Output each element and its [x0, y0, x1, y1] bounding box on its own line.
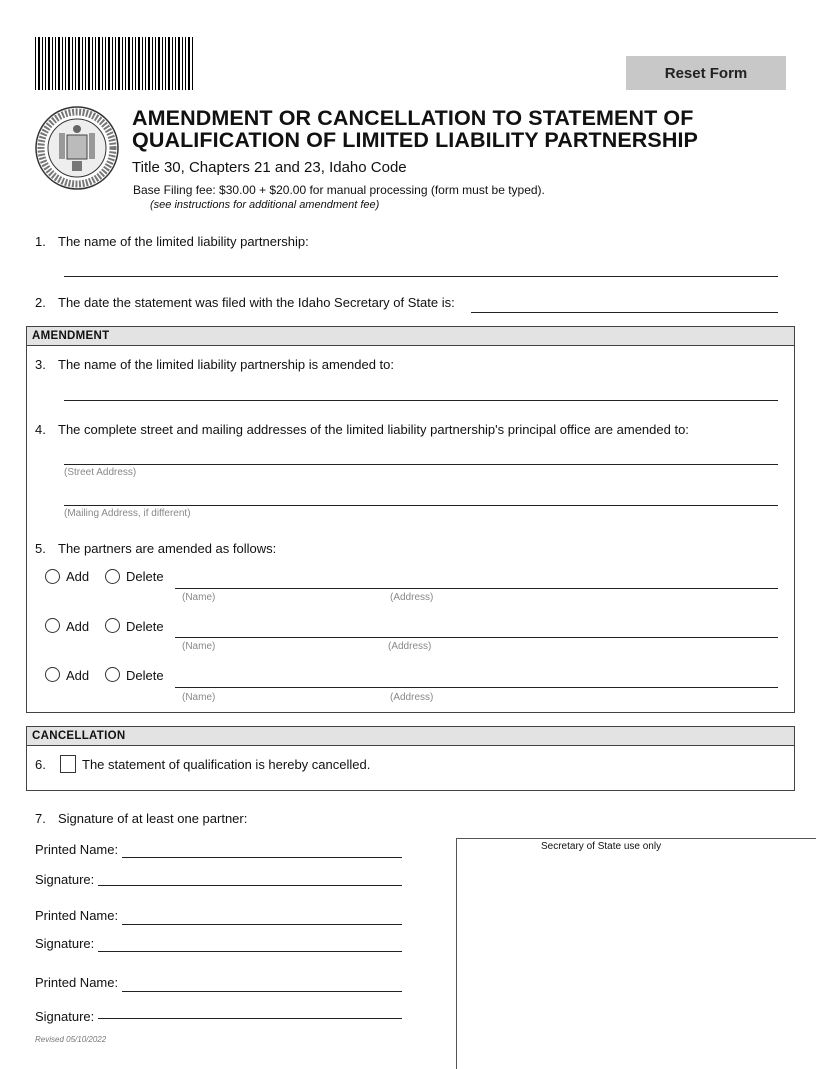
q6-number: 6.	[35, 757, 46, 772]
form-subtitle: Title 30, Chapters 21 and 23, Idaho Code	[132, 159, 407, 176]
barcode-bar	[128, 37, 130, 90]
barcode-bar	[188, 37, 190, 90]
q6-label: The statement of qualification is hereby cancelled.	[82, 757, 371, 772]
partner-3-address-label: (Address)	[390, 692, 434, 703]
printed-name-label-2: Printed Name:	[35, 908, 119, 923]
partner-1-delete-label: Delete	[126, 569, 164, 584]
barcode-bar	[175, 37, 176, 90]
amendment-heading: AMENDMENT	[27, 327, 794, 346]
barcode	[35, 37, 195, 90]
partner-3-delete-radio[interactable]	[105, 667, 120, 682]
barcode-bar	[98, 37, 100, 90]
partner-3-add-radio[interactable]	[45, 667, 60, 682]
barcode-bar	[58, 37, 60, 90]
barcode-bar	[122, 37, 123, 90]
q1-label: The name of the limited liability partnership:	[58, 234, 309, 249]
barcode-bar	[168, 37, 170, 90]
form-title-line2: QUALIFICATION OF LIMITED LIABILITY PARTNERSHIP	[132, 128, 698, 152]
q5-label: The partners are amended as follows:	[58, 541, 277, 556]
partner-3-name-label: (Name)	[182, 692, 216, 703]
barcode-bar	[88, 37, 90, 90]
partner-3-delete-label: Delete	[126, 668, 164, 683]
q5-number: 5.	[35, 541, 46, 556]
barcode-bar	[142, 37, 143, 90]
partner-1-delete-radio[interactable]	[105, 569, 120, 584]
partner-2-delete-radio[interactable]	[105, 618, 120, 633]
barcode-bar	[185, 37, 186, 90]
reset-form-button[interactable]: Reset Form	[626, 56, 786, 90]
printed-name-label-3: Printed Name:	[35, 975, 119, 990]
barcode-bar	[102, 37, 103, 90]
filing-fee: Base Filing fee: $30.00 + $20.00 for manual processing (form must be typed).	[133, 183, 545, 197]
partner-1-field[interactable]	[175, 588, 778, 589]
printed-name-label-1: Printed Name:	[35, 842, 119, 857]
barcode-bar	[85, 37, 86, 90]
q7-label: Signature of at least one partner:	[58, 811, 248, 826]
barcode-bar	[192, 37, 193, 90]
amended-name-field[interactable]	[64, 400, 778, 401]
partner-1-address-label: (Address)	[390, 592, 434, 603]
barcode-bar	[145, 37, 146, 90]
office-use-box	[456, 838, 816, 1069]
barcode-bar	[118, 37, 120, 90]
signature-field-1[interactable]	[98, 885, 402, 886]
barcode-bar	[62, 37, 63, 90]
printed-name-field-2[interactable]	[122, 924, 402, 925]
amendment-section	[26, 326, 795, 713]
barcode-bar	[155, 37, 156, 90]
barcode-bar	[92, 37, 93, 90]
signature-label-2: Signature:	[35, 936, 95, 951]
signature-label-1: Signature:	[35, 872, 95, 887]
barcode-bar	[115, 37, 116, 90]
barcode-bar	[48, 37, 50, 90]
printed-name-field-1[interactable]	[122, 857, 402, 858]
q3-number: 3.	[35, 357, 46, 372]
fee-note: (see instructions for additional amendment fee)	[150, 199, 380, 211]
barcode-bar	[152, 37, 153, 90]
partner-2-field[interactable]	[175, 637, 778, 638]
cancellation-heading: CANCELLATION	[27, 727, 794, 746]
barcode-bar	[125, 37, 126, 90]
barcode-bar	[35, 37, 36, 90]
partner-3-add-label: Add	[66, 668, 90, 683]
mailing-address-field[interactable]	[64, 505, 778, 506]
barcode-bar	[75, 37, 76, 90]
cancel-checkbox[interactable]	[60, 755, 76, 773]
q3-label: The name of the limited liability partnership is amended to:	[58, 357, 395, 372]
q1-number: 1.	[35, 234, 46, 249]
barcode-bar	[148, 37, 150, 90]
signature-field-3[interactable]	[98, 1018, 402, 1019]
partner-1-name-label: (Name)	[182, 592, 216, 603]
barcode-bar	[78, 37, 80, 90]
partner-2-address-label: (Address)	[388, 641, 432, 652]
mailing-address-label: (Mailing Address, if different)	[64, 508, 191, 519]
barcode-bar	[138, 37, 140, 90]
barcode-bar	[158, 37, 160, 90]
partner-2-delete-label: Delete	[126, 619, 164, 634]
barcode-bar	[105, 37, 106, 90]
partner-2-add-radio[interactable]	[45, 618, 60, 633]
barcode-bar	[38, 37, 40, 90]
barcode-bar	[42, 37, 43, 90]
revision-date: Revised 05/10/2022	[35, 1035, 107, 1044]
printed-name-field-3[interactable]	[122, 991, 402, 992]
barcode-bar	[112, 37, 113, 90]
q2-number: 2.	[35, 295, 46, 310]
office-use-label: Secretary of State use only	[541, 841, 662, 852]
street-address-field[interactable]	[64, 464, 778, 465]
signature-label-3: Signature:	[35, 1009, 95, 1024]
street-address-label: (Street Address)	[64, 467, 137, 478]
barcode-bar	[172, 37, 173, 90]
signature-field-2[interactable]	[98, 951, 402, 952]
barcode-bar	[108, 37, 110, 90]
barcode-bar	[68, 37, 70, 90]
barcode-bar	[65, 37, 66, 90]
barcode-bar	[182, 37, 183, 90]
barcode-bar	[72, 37, 73, 90]
filing-date-field[interactable]	[471, 312, 778, 313]
idaho-state-seal	[34, 105, 120, 191]
partner-3-field[interactable]	[175, 687, 778, 688]
barcode-bar	[135, 37, 136, 90]
form-title-line1: AMENDMENT OR CANCELLATION TO STATEMENT OF	[132, 106, 694, 130]
barcode-bar	[55, 37, 56, 90]
q2-label: The date the statement was filed with the Idaho Secretary of State is:	[58, 295, 455, 310]
q4-label: The complete street and mailing addresses of the limited liability partnership's principal office are amended to:	[58, 422, 689, 437]
barcode-bar	[82, 37, 83, 90]
partner-1-add-label: Add	[66, 569, 90, 584]
barcode-bar	[52, 37, 53, 90]
q7-number: 7.	[35, 811, 46, 826]
barcode-bar	[165, 37, 166, 90]
barcode-bar	[132, 37, 133, 90]
barcode-bar	[95, 37, 96, 90]
partner-1-add-radio[interactable]	[45, 569, 60, 584]
partner-2-add-label: Add	[66, 619, 90, 634]
q4-number: 4.	[35, 422, 46, 437]
partner-2-name-label: (Name)	[182, 641, 216, 652]
barcode-bar	[178, 37, 180, 90]
partnership-name-field[interactable]	[64, 276, 778, 277]
barcode-bar	[162, 37, 163, 90]
barcode-bar	[45, 37, 46, 90]
